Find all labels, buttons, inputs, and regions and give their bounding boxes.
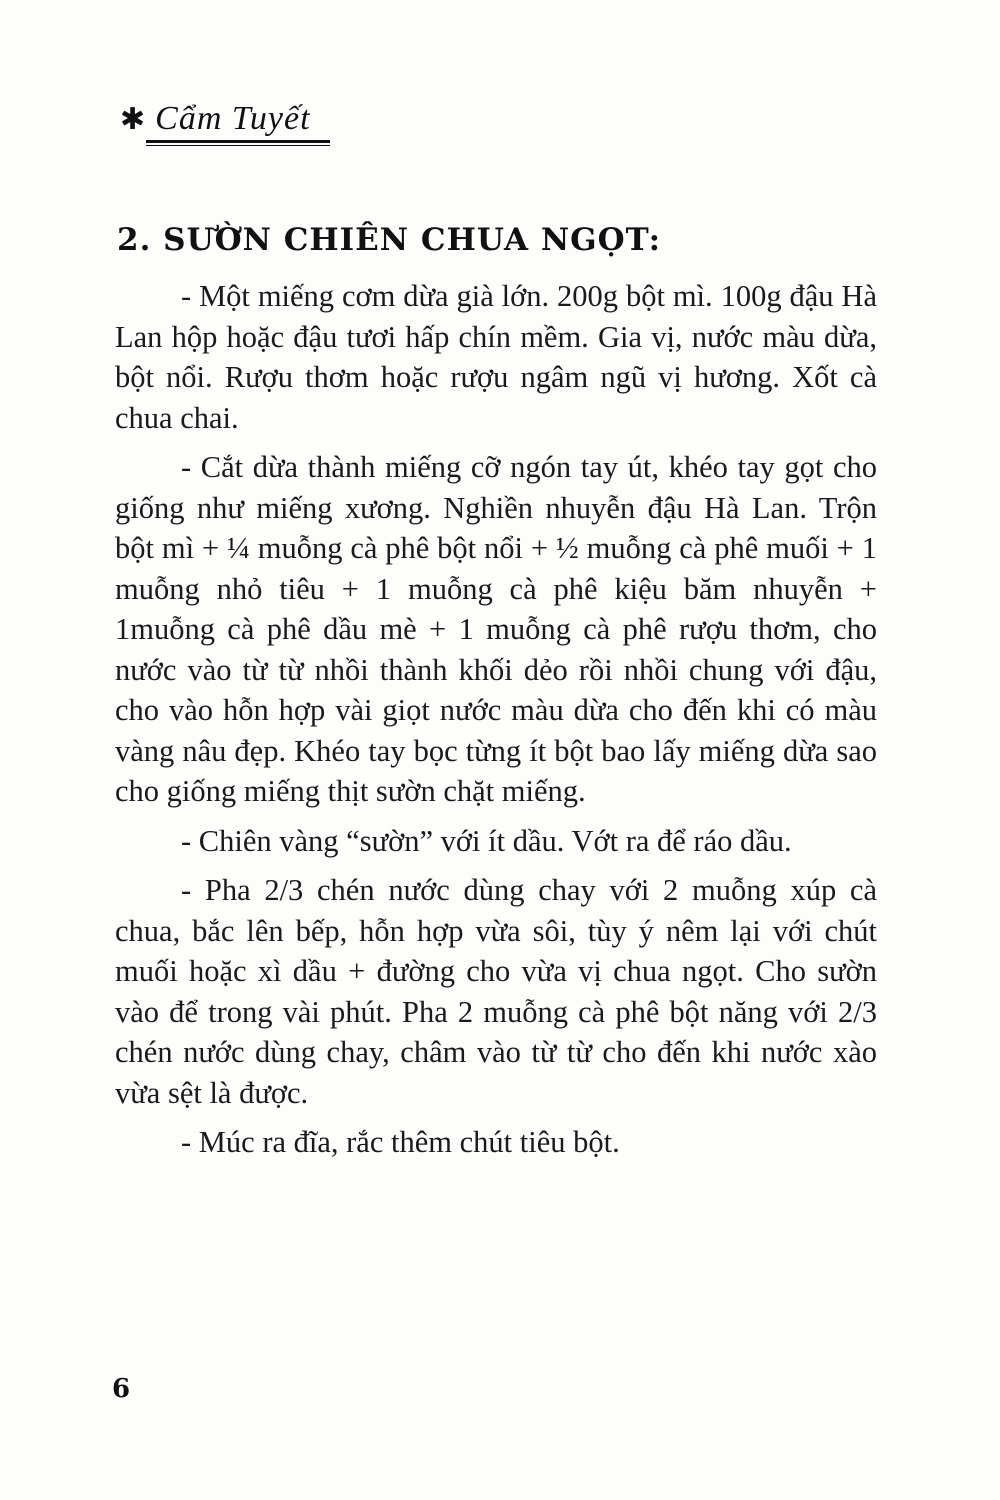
author-name: Cẩm Tuyết	[155, 100, 311, 137]
paragraph-sauce: - Pha 2/3 chén nước dùng chay với 2 muỗng xúp cà chua, bắc lên bếp, hỗn hợp vừa sôi, tùy ý nêm lại với chút muối hoặc xì dầu + đường cho vừa vị chua ngọt. Cho sườn vào để trong vài phút. Pha 2 muỗng cà phê bột năng với 2/3 chén nước dùng chay, châm vào từ từ cho đến khi nước xào vừa sệt là được.	[115, 873, 877, 1110]
header-underline	[146, 140, 330, 143]
running-header	[120, 100, 311, 138]
recipe-title: 2. SƯỜN CHIÊN CHUA NGỌT:	[117, 222, 662, 258]
page-number: 6	[112, 1374, 131, 1404]
paragraph-ingredients: - Một miếng cơm dừa già lớn. 200g bột mì. 100g đậu Hà Lan hộp hoặc đậu tươi hấp chín mềm. Gia vị, nước màu dừa, bột nổi. Rượu thơm hoặc rượu ngâm ngũ vị hương. Xốt cà chua chai.	[115, 279, 877, 435]
paragraph-serving: - Múc ra đĩa, rắc thêm chút tiêu bột.	[181, 1125, 620, 1159]
paragraph-preparation: - Cắt dừa thành miếng cỡ ngón tay út, khéo tay gọt cho giống như miếng xương. Nghiền nhuyễn đậu Hà Lan. Trộn bột mì + ¼ muỗng cà phê bột nổi + ½ muỗng cà phê muối + 1 muỗng nhỏ tiêu + 1 muỗng cà phê kiệu băm nhuyễn + 1muỗng cà phê dầu mè + 1 muỗng cà phê rượu thơm, cho nước vào từ từ nhồi thành khối dẻo rồi nhồi chung với đậu, cho vào hỗn hợp vài giọt nước màu dừa cho đến khi có màu vàng nâu đẹp. Khéo tay bọc từng ít bột bao lấy miếng dừa sao cho giống miếng thịt sườn chặt miếng.	[115, 450, 877, 808]
recipe-body	[115, 276, 877, 1172]
star-icon: ✱	[120, 102, 146, 137]
paragraph-frying: - Chiên vàng “sườn” với ít dầu. Vớt ra để ráo dầu.	[181, 823, 792, 858]
header-underline-thin	[146, 145, 330, 146]
